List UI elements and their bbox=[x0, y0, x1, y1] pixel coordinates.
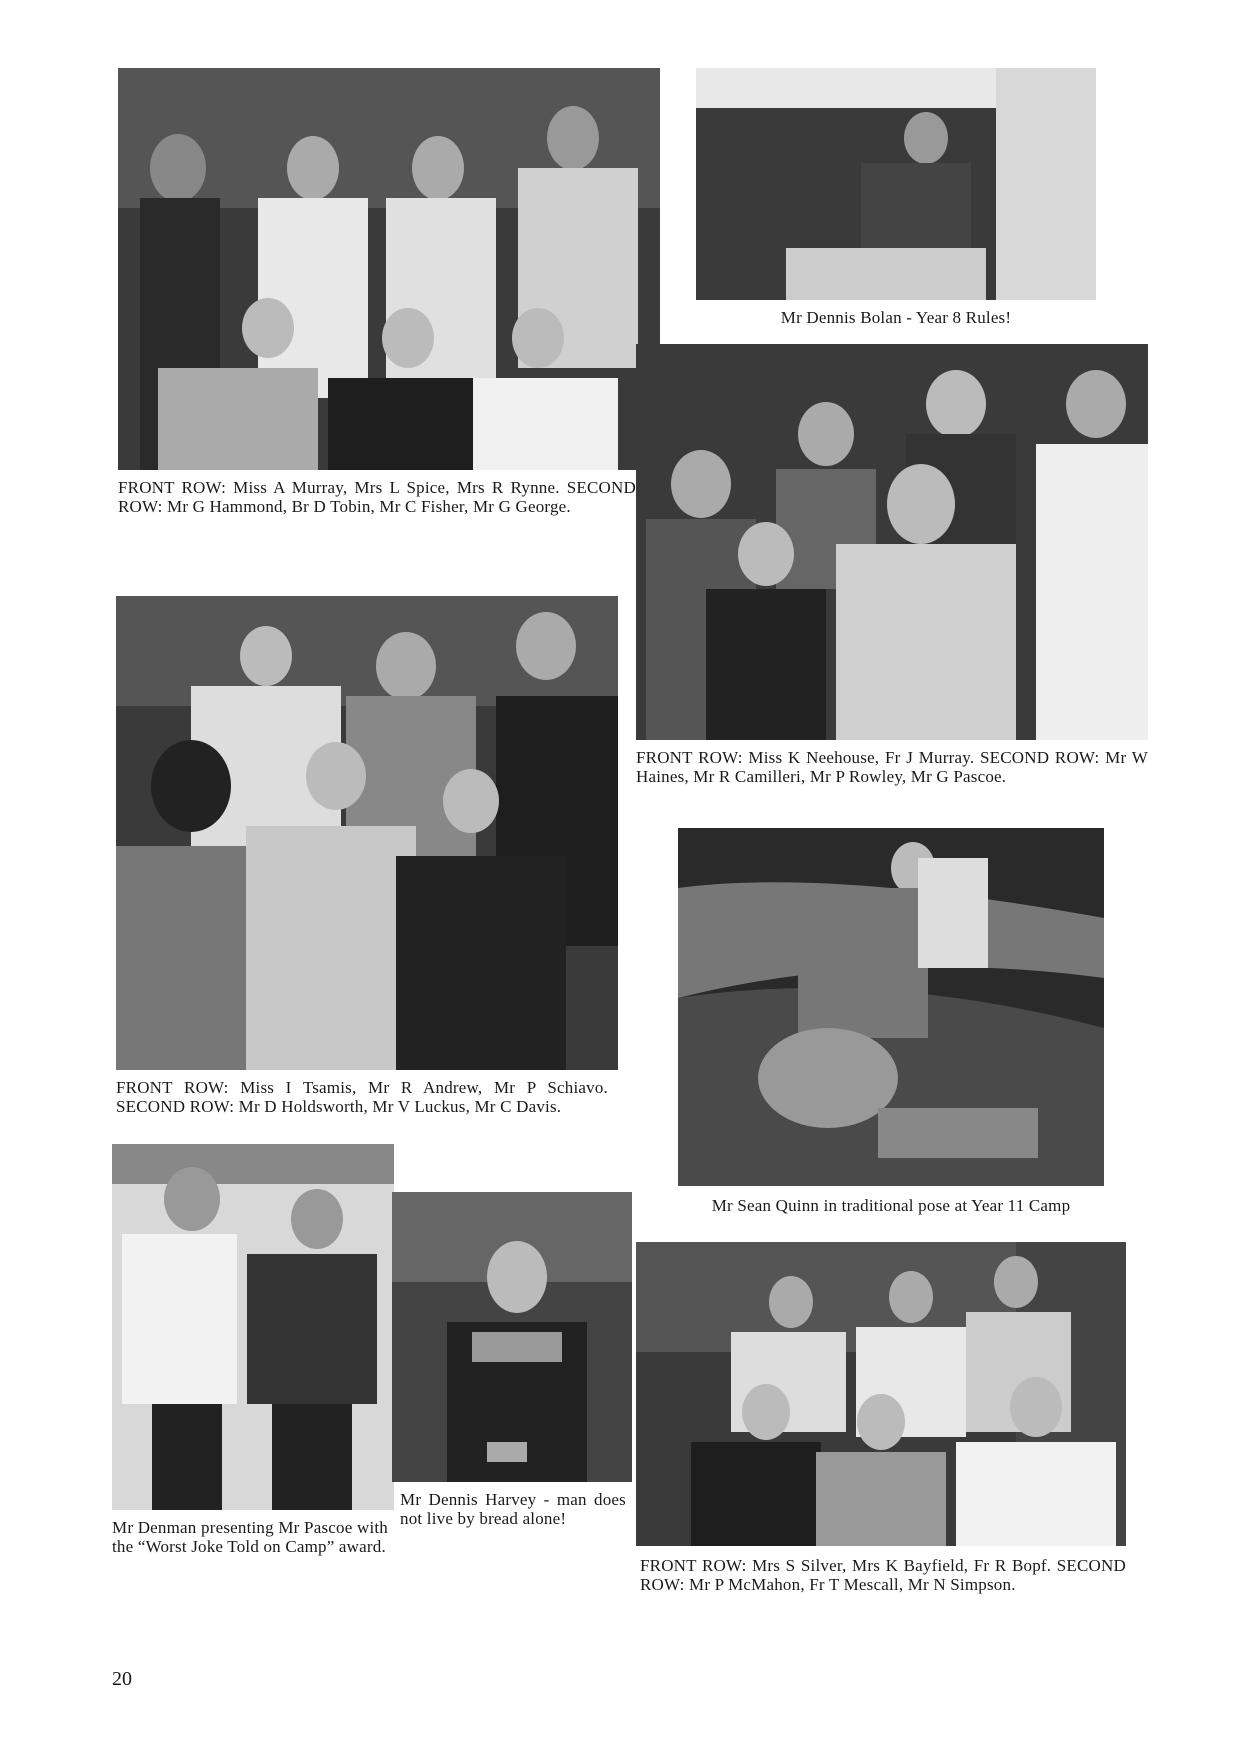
photo-sean-quinn bbox=[678, 828, 1104, 1186]
caption-denman-presenting: Mr Denman presenting Mr Pascoe with the “Worst Joke Told on Camp” award. bbox=[112, 1518, 388, 1556]
caption-staff-group-4: FRONT ROW: Mrs S Silver, Mrs K Bayfield, Fr R Bopf. SECOND ROW: Mr P McMahon, Fr T Mescall, Mr N Simpson. bbox=[640, 1556, 1126, 1594]
photo-denman-presenting bbox=[112, 1144, 394, 1510]
photo-dennis-bolan bbox=[696, 68, 1096, 300]
photo-dennis-harvey bbox=[392, 1192, 632, 1482]
caption-dennis-bolan: Mr Dennis Bolan - Year 8 Rules! bbox=[780, 308, 1012, 327]
photo-staff-group-2 bbox=[636, 344, 1148, 740]
caption-sean-quinn: Mr Sean Quinn in traditional pose at Year 11 Camp bbox=[711, 1196, 1071, 1215]
caption-staff-group-1: FRONT ROW: Miss A Murray, Mrs L Spice, Mrs R Rynne. SECOND ROW: Mr G Hammond, Br D Tobin, Mr C Fisher, Mr G George. bbox=[118, 478, 636, 516]
photo-staff-group-3 bbox=[116, 596, 618, 1070]
photo-staff-group-4 bbox=[636, 1242, 1126, 1546]
photo-staff-group-1 bbox=[118, 68, 660, 470]
caption-staff-group-2: FRONT ROW: Miss K Neehouse, Fr J Murray. SECOND ROW: Mr W Haines, Mr R Camilleri, Mr P Rowley, Mr G Pascoe. bbox=[636, 748, 1148, 786]
page-number: 20 bbox=[112, 1668, 132, 1690]
caption-dennis-harvey: Mr Dennis Harvey - man does not live by bread alone! bbox=[400, 1490, 626, 1528]
caption-staff-group-3: FRONT ROW: Miss I Tsamis, Mr R Andrew, Mr P Schiavo. SECOND ROW: Mr D Holdsworth, Mr V Luckus, Mr C Davis. bbox=[116, 1078, 608, 1116]
